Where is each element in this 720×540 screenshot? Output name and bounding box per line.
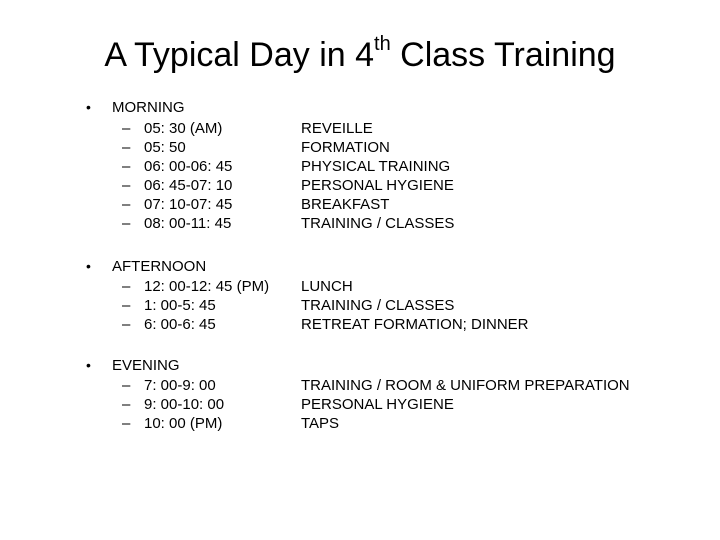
time-cell: 06: 45-07: 10 bbox=[144, 177, 233, 194]
activity-cell: PERSONAL HYGIENE bbox=[301, 396, 454, 413]
schedule-row bbox=[0, 119, 720, 138]
schedule-row bbox=[0, 277, 720, 296]
dash-icon: – bbox=[122, 278, 131, 295]
time-cell: 07: 10-07: 45 bbox=[144, 196, 233, 213]
schedule-row bbox=[0, 395, 720, 414]
schedule-row bbox=[0, 376, 720, 395]
time-cell: 08: 00-11: 45 bbox=[144, 215, 232, 232]
schedule-row bbox=[0, 214, 720, 233]
schedule-row bbox=[0, 176, 720, 195]
time-cell: 06: 00-06: 45 bbox=[144, 158, 233, 175]
schedule-row bbox=[0, 157, 720, 176]
dash-icon: – bbox=[122, 177, 131, 194]
activity-cell: TRAINING / CLASSES bbox=[301, 297, 455, 314]
activity-cell: FORMATION bbox=[301, 139, 390, 156]
time-cell: 05: 50 bbox=[144, 139, 186, 156]
title-end: Class Training bbox=[390, 36, 616, 74]
activity-cell: PHYSICAL TRAINING bbox=[301, 158, 451, 175]
activity-cell: RETREAT FORMATION; DINNER bbox=[301, 316, 529, 333]
section-label: MORNING bbox=[112, 99, 185, 116]
time-cell: 12: 00-12: 45 (PM) bbox=[144, 278, 270, 295]
time-cell: 6: 00-6: 45 bbox=[144, 316, 216, 333]
dash-icon: – bbox=[122, 215, 131, 232]
title-main: A Typical Day in 4 bbox=[104, 36, 375, 74]
activity-cell: BREAKFAST bbox=[301, 196, 390, 213]
activity-cell: PERSONAL HYGIENE bbox=[301, 177, 454, 194]
time-cell: 10: 00 (PM) bbox=[144, 415, 223, 432]
schedule-row bbox=[0, 195, 720, 214]
dash-icon: – bbox=[122, 196, 131, 213]
slide-title bbox=[0, 33, 720, 75]
time-cell: 9: 00-10: 00 bbox=[144, 396, 225, 413]
activity-cell: LUNCH bbox=[301, 278, 353, 295]
dash-icon: – bbox=[122, 316, 131, 333]
activity-cell: REVEILLE bbox=[301, 120, 373, 137]
title-superscript: th bbox=[374, 33, 391, 55]
dash-icon: – bbox=[122, 396, 131, 413]
dash-icon: – bbox=[122, 377, 131, 394]
activity-cell: TRAINING / CLASSES bbox=[301, 215, 455, 232]
time-cell: 7: 00-9: 00 bbox=[144, 377, 216, 394]
bullet-icon: • bbox=[86, 258, 91, 274]
schedule-row bbox=[0, 296, 720, 315]
dash-icon: – bbox=[122, 120, 131, 137]
section-label: AFTERNOON bbox=[112, 258, 207, 275]
schedule-row bbox=[0, 138, 720, 157]
dash-icon: – bbox=[122, 415, 131, 432]
activity-cell: TAPS bbox=[301, 415, 340, 432]
dash-icon: – bbox=[122, 297, 131, 314]
activity-cell: TRAINING / ROOM & UNIFORM PREPARATION bbox=[301, 377, 630, 394]
time-cell: 1: 00-5: 45 bbox=[144, 297, 216, 314]
section-label: EVENING bbox=[112, 357, 180, 374]
schedule-row bbox=[0, 414, 720, 433]
schedule-row bbox=[0, 315, 720, 334]
bullet-icon: • bbox=[86, 99, 91, 115]
dash-icon: – bbox=[122, 158, 131, 175]
time-cell: 05: 30 (AM) bbox=[144, 120, 223, 137]
bullet-icon: • bbox=[86, 357, 91, 373]
dash-icon: – bbox=[122, 139, 131, 156]
